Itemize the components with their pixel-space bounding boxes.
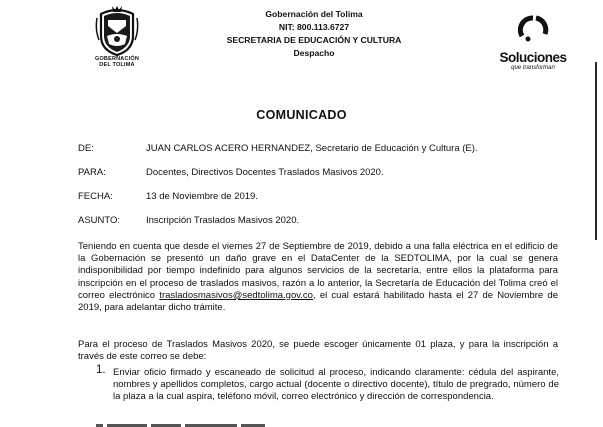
soluciones-logo xyxy=(493,14,573,80)
document-title: COMUNICADO xyxy=(256,108,347,122)
fecha-label: FECHA: xyxy=(78,191,113,202)
body-paragraph-2: Para el proceso de Traslados Masivos 2020, se puede escoger únicamente 01 plaza, y para la inscripción a través de este correo se debe: xyxy=(78,339,558,363)
swirl-icon xyxy=(516,14,550,44)
brand-tagline: que transforman xyxy=(511,65,555,71)
de-label: DE: xyxy=(78,143,94,154)
logo-caption-2: DEL TOLIMA xyxy=(99,62,135,68)
fecha-value: 13 de Noviembre de 2019. xyxy=(146,191,258,202)
margin-rule xyxy=(595,62,597,240)
header-line-1: Gobernación del Tolima xyxy=(265,9,363,19)
p1-text-a: Teniendo en cuenta que desde el viernes 27 de Septiembre de 2019, debido a una falla eléctrica en el edificio de la Gobernación se presentó un daño grave en el DataCenter de la SEDTOLIMA, por la cual se genera indisponibilidad por tiempo indefinido para algunos servicios de la secretaría, entre ellos la plataforma para inscripción en el proceso de traslados masivos, razón a lo anterior, la Secretaría de Educación del Tolima creó el correo electrónico xyxy=(78,241,558,301)
header-line-4: Despacho xyxy=(293,48,335,58)
asunto-value: Inscripción Traslados Masivos 2020. xyxy=(146,215,300,226)
asunto-label: ASUNTO: xyxy=(78,215,121,226)
email-link[interactable]: trasladosmasivos@sedtolima.gov.co xyxy=(159,289,313,301)
gobernacion-logo xyxy=(82,6,152,78)
header-line-3: SECRETARIA DE EDUCACIÓN Y CULTURA xyxy=(226,35,402,45)
coat-of-arms-icon xyxy=(95,6,139,56)
logo-caption-1: GOBERNACIÓN xyxy=(94,56,140,62)
header-line-2: NIT: 800.113.6727 xyxy=(278,22,350,32)
de-value: JUAN CARLOS ACERO HERNANDEZ, Secretario de Educación y Cultura (E). xyxy=(146,143,478,154)
brand-name: Soluciones xyxy=(499,50,567,65)
list-item-1: Enviar oficio firmado y escaneado de solicitud al proceso, indicando claramente: cédula del aspirante, nombres y apellidos completos, cargo actual (docente o directivo docente), título de pregrado, número de la plaza a la cual aspira, teléfono móvil, correo electrónico y dirección de correspondencia. xyxy=(113,367,559,403)
body-paragraph-1 xyxy=(78,241,558,314)
para-value: Docentes, Directivos Docentes Traslados Masivos 2020. xyxy=(146,167,384,178)
p1-text-b: , el cual estará habilitado hasta el 27 de Noviembre de 2019, para adelantar dicho trámite. xyxy=(78,289,558,314)
para-label: PARA: xyxy=(78,167,106,178)
letterhead xyxy=(200,8,428,60)
cut-off-text xyxy=(96,422,296,427)
list-number-1: 1. xyxy=(96,364,106,376)
